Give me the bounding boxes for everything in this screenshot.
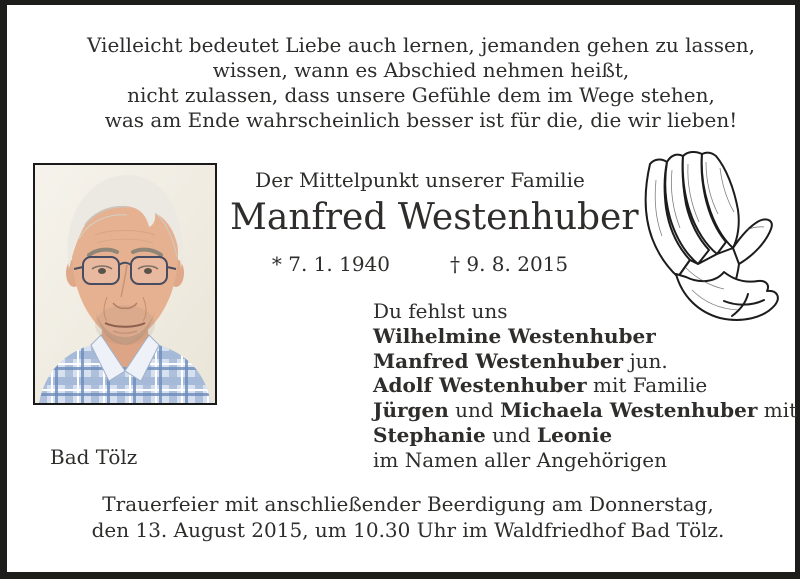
mourner-name: Manfred Westenhuber xyxy=(373,348,624,373)
city-label: Bad Tölz xyxy=(50,445,138,469)
poem-line: was am Ende wahrscheinlich besser ist für die, die wir lieben! xyxy=(104,108,738,132)
mourner-text: Du fehlst uns xyxy=(373,299,508,323)
mourner-text: jun. xyxy=(623,348,668,373)
mourner-line xyxy=(373,299,797,324)
mourner-text: und xyxy=(485,422,538,447)
mourner-text: und xyxy=(448,398,501,423)
birth-date: * 7. 1. 1940 xyxy=(271,252,390,276)
portrait-photo-image xyxy=(35,165,215,403)
deceased-name: Manfred Westenhuber xyxy=(230,197,639,238)
funeral-info xyxy=(21,491,795,543)
poem-line: wissen, wann es Abschied nehmen heißt, xyxy=(212,58,630,82)
mourner-line xyxy=(373,373,797,398)
poem-line: nicht zulassen, dass unsere Gefühle dem im Wege stehen, xyxy=(127,83,715,107)
mourner-line xyxy=(373,448,797,473)
mourner-line xyxy=(373,324,797,349)
funeral-line: den 13. August 2015, um 10.30 Uhr im Waldfriedhof Bad Tölz. xyxy=(91,518,725,542)
family-intro: Der Mittelpunkt unserer Familie xyxy=(255,168,585,192)
life-dates xyxy=(230,252,610,276)
mourners-list xyxy=(373,299,797,473)
mourner-name: Wilhelmine Westenhuber xyxy=(373,323,656,348)
mourner-name: Jürgen xyxy=(373,398,449,423)
poem xyxy=(47,33,795,133)
header-block xyxy=(230,168,639,276)
death-date: † 9. 8. 2015 xyxy=(450,252,569,276)
mourner-text: mit xyxy=(757,398,798,423)
portrait-photo xyxy=(33,163,217,405)
mourner-name: Adolf Westenhuber xyxy=(373,373,587,398)
mourner-line xyxy=(373,423,797,448)
mourner-text: mit Familie xyxy=(586,373,708,398)
mourner-line xyxy=(373,398,797,423)
mourner-name: Leonie xyxy=(537,422,613,447)
mourner-name: Michaela Westenhuber xyxy=(500,398,758,423)
mourner-line xyxy=(373,349,797,374)
mourner-name: Stephanie xyxy=(373,422,486,447)
notice-card xyxy=(7,5,798,572)
mourner-text: im Namen aller Angehörigen xyxy=(373,447,668,472)
funeral-line: Trauerfeier mit anschließender Beerdigung am Donnerstag, xyxy=(102,492,714,516)
poem-line: Vielleicht bedeutet Liebe auch lernen, jemanden gehen zu lassen, xyxy=(86,33,756,57)
